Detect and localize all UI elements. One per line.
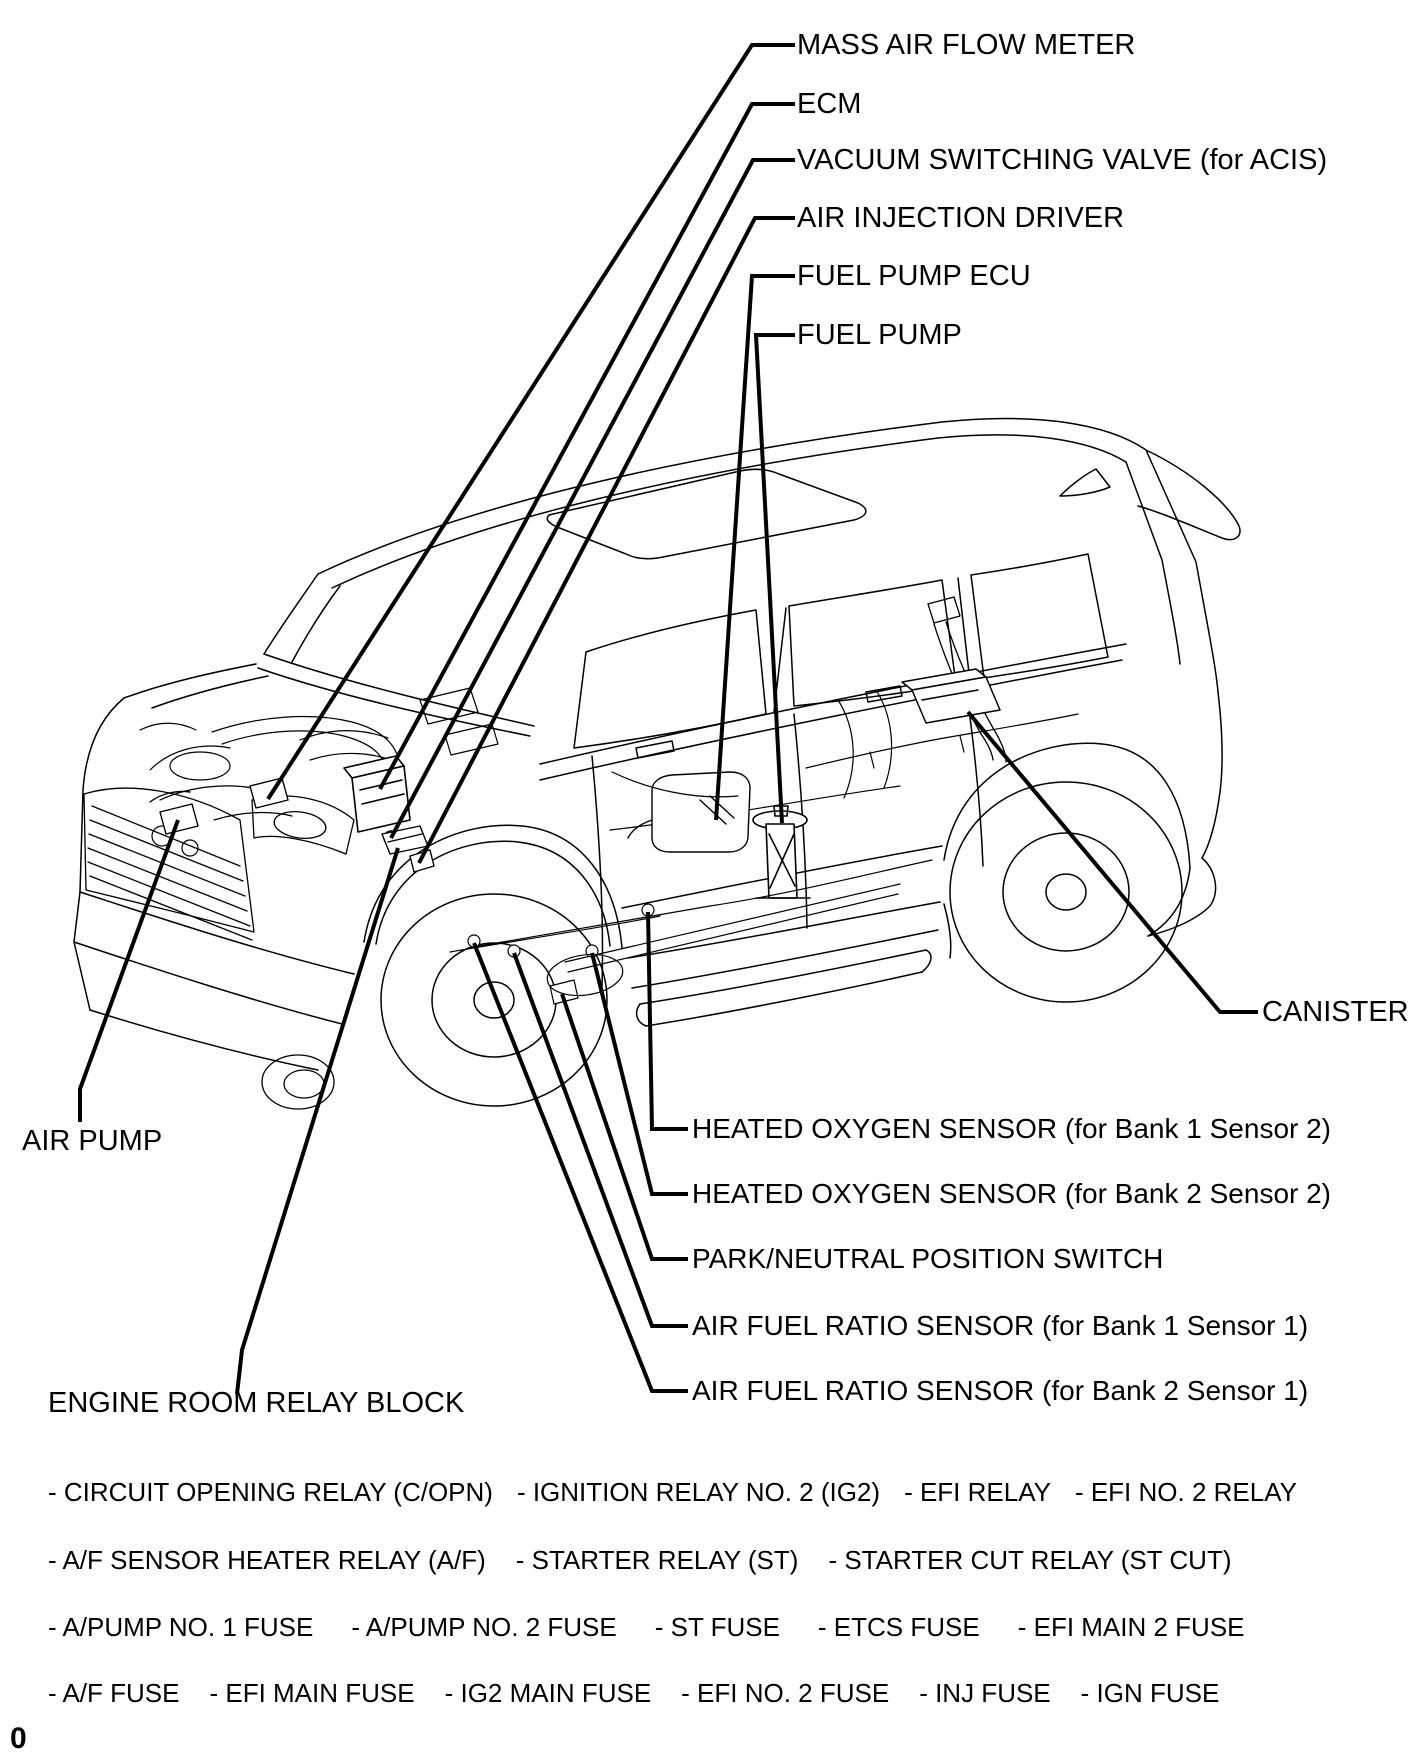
leader-fuel-pump [756,335,795,823]
relay-fuse-item: - INJ FUSE [919,1678,1051,1708]
engine-room-relay-block-label: ENGINE ROOM RELAY BLOCK [48,1387,465,1419]
leader-park-neutral-switch [562,994,688,1259]
canister-label: CANISTER [1262,996,1409,1028]
relay-fuse-item: - EFI NO. 2 RELAY [1074,1477,1297,1507]
callout-label-lower-2: HEATED OXYGEN SENSOR (for Bank 2 Sensor 2) [692,1178,1332,1209]
relay-list-row-1 [48,1477,1297,1508]
car-body [74,418,1240,1070]
air-pump-label: AIR PUMP [22,1125,163,1157]
leader-mass-air-flow-meter [268,45,795,799]
leader-air-injection-driver [419,218,795,863]
rear-wheel [950,782,1182,1002]
relay-fuse-item: - EFI MAIN 2 FUSE [1017,1612,1245,1642]
engine-room-relay-block-component [382,826,428,854]
callout-label-top-4: AIR INJECTION DRIVER [797,202,1125,234]
relay-fuse-item: - A/PUMP NO. 2 FUSE [351,1612,617,1642]
callout-label-lower-3: PARK/NEUTRAL POSITION SWITCH [692,1243,1164,1274]
relay-fuse-item: - IG2 MAIN FUSE [444,1678,652,1708]
page-marker: 0 [10,1722,27,1755]
relay-fuse-item: - ST FUSE [654,1612,780,1642]
callout-label-lower-1: HEATED OXYGEN SENSOR (for Bank 1 Sensor 2) [692,1113,1332,1144]
relay-fuse-item: - IGN FUSE [1080,1678,1220,1708]
relay-fuse-item: - EFI MAIN FUSE [209,1678,415,1708]
relay-fuse-item: - EFI RELAY [904,1477,1051,1507]
relay-fuse-item: - IGNITION RELAY NO. 2 (IG2) [516,1477,881,1507]
callout-label-top-1: MASS AIR FLOW METER [797,29,1136,61]
leader-ecm [380,104,795,789]
callout-label-lower-5: AIR FUEL RATIO SENSOR (for Bank 2 Sensor 1) [692,1375,1309,1406]
mass-air-flow-meter-component [250,778,288,808]
fuse-list-row-2 [48,1678,1219,1709]
front-wheel [381,894,607,1106]
leader-air-fuel-ratio-sensor-b1s1 [514,953,688,1326]
antenna [1060,469,1110,496]
callout-label-top-5: FUEL PUMP ECU [797,260,1031,292]
relay-fuse-item: - CIRCUIT OPENING RELAY (C/OPN) [48,1477,493,1507]
relay-fuse-item: - EFI NO. 2 FUSE [681,1678,890,1708]
mirror [628,772,750,852]
callout-label-top-3: VACUUM SWITCHING VALVE (for ACIS) [797,144,1328,176]
relay-fuse-item: - ETCS FUSE [817,1612,980,1642]
callout-label-top-6: FUEL PUMP [797,319,962,351]
callout-label-lower-4: AIR FUEL RATIO SENSOR (for Bank 1 Sensor 1) [692,1310,1309,1341]
relay-list-row-2 [48,1545,1232,1576]
callout-label-top-2: ECM [797,88,862,120]
relay-fuse-item: - A/F SENSOR HEATER RELAY (A/F) [48,1545,486,1575]
leader-engine-room-relay-block [237,848,398,1394]
relay-fuse-item: - STARTER CUT RELAY (ST CUT) [828,1545,1232,1575]
fuse-list-row-1 [48,1612,1245,1643]
relay-fuse-item: - A/F FUSE [48,1678,180,1708]
relay-fuse-item: - STARTER RELAY (ST) [515,1545,799,1575]
leader-air-fuel-ratio-sensor-b2s1 [474,943,688,1391]
relay-fuse-item: - A/PUMP NO. 1 FUSE [48,1612,314,1642]
